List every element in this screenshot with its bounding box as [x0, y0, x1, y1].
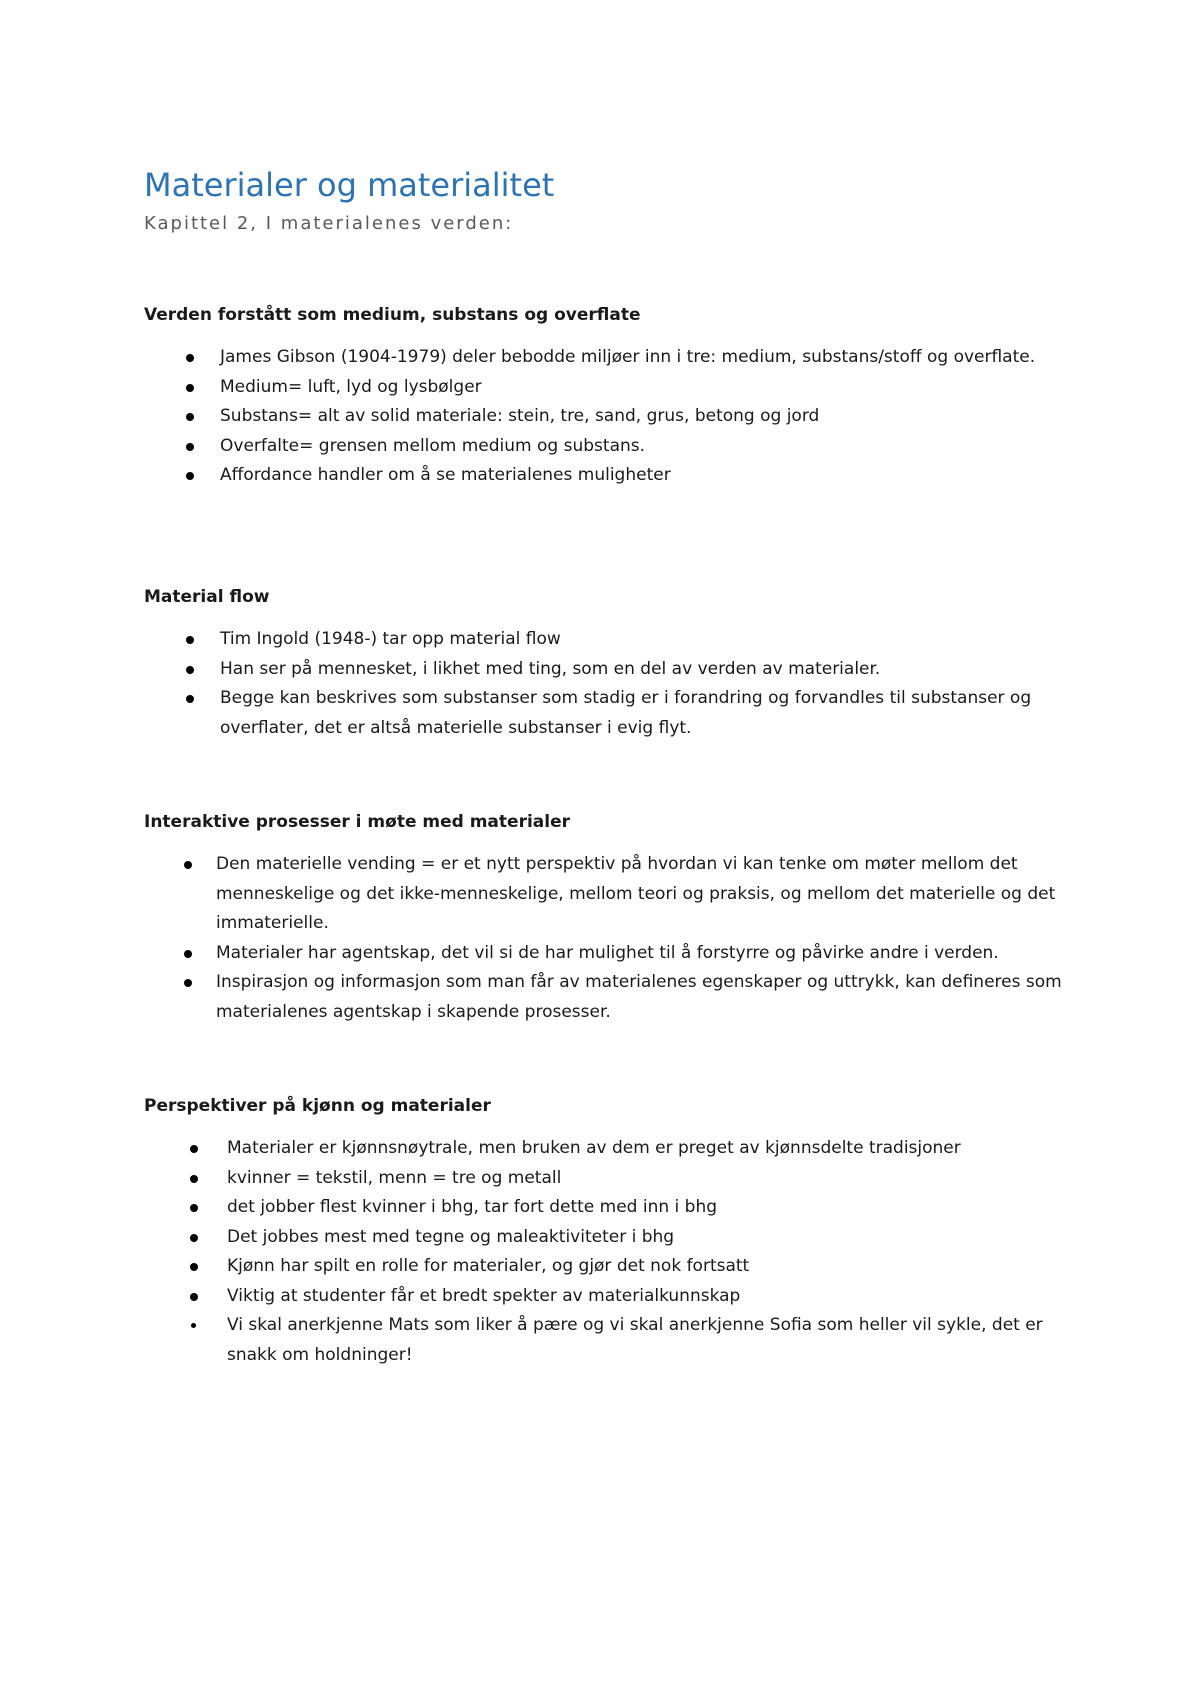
list-item: Han ser på mennesket, i likhet med ting, som en del av verden av materialer. [144, 655, 1074, 685]
bullet-list [144, 343, 1074, 491]
list-item: Vi skal anerkjenne Mats som liker å pære og vi skal anerkjenne Sofia som heller vil sykle, det er snakk om holdninger! [144, 1311, 1074, 1370]
list-item: Overfalte= grensen mellom medium og substans. [144, 432, 1074, 462]
section-heading: Interaktive prosesser i møte med materialer [144, 812, 570, 832]
list-item: Viktig at studenter får et bredt spekter av materialkunnskap [144, 1282, 1074, 1312]
list-item: Begge kan beskrives som substanser som stadig er i forandring og forvandles til substanser og overflater, det er altså materielle substanser i evig flyt. [144, 684, 1074, 743]
document-subtitle: Kapittel 2, I materialenes verden: [144, 213, 514, 234]
section-heading: Perspektiver på kjønn og materialer [144, 1096, 491, 1116]
list-item: Substans= alt av solid materiale: stein, tre, sand, grus, betong og jord [144, 402, 1074, 432]
list-item: Den materielle vending = er et nytt perspektiv på hvordan vi kan tenke om møter mellom det menneskelige og det ikke-menneskelige, mellom teori og praksis, og mellom det materielle og det immaterielle. [144, 850, 1074, 939]
list-item: Affordance handler om å se materialenes muligheter [144, 461, 1074, 491]
bullet-list [144, 625, 1074, 743]
section-heading: Verden forstått som medium, substans og overflate [144, 305, 641, 325]
list-item: Medium= luft, lyd og lysbølger [144, 373, 1074, 403]
section-kjonn-og-materialer [144, 1095, 1074, 1370]
section-medium-substans-overflate [144, 304, 1074, 491]
list-item: Materialer er kjønnsnøytrale, men bruken av dem er preget av kjønnsdelte tradisjoner [144, 1134, 1074, 1164]
list-item: Inspirasjon og informasjon som man får av materialenes egenskaper og uttrykk, kan defineres som materialenes agentskap i skapende prosesser. [144, 968, 1074, 1027]
document-title: Materialer og materialitet [144, 166, 555, 204]
section-heading: Material flow [144, 587, 270, 607]
list-item: kvinner = tekstil, menn = tre og metall [144, 1164, 1074, 1194]
list-item: Det jobbes mest med tegne og maleaktiviteter i bhg [144, 1223, 1074, 1253]
list-item: James Gibson (1904-1979) deler bebodde miljøer inn i tre: medium, substans/stoff og overflate. [144, 343, 1074, 373]
list-item: Kjønn har spilt en rolle for materialer, og gjør det nok fortsatt [144, 1252, 1074, 1282]
list-item: det jobber flest kvinner i bhg, tar fort dette med inn i bhg [144, 1193, 1074, 1223]
bullet-list [144, 1134, 1074, 1370]
section-interaktive-prosesser [144, 811, 1074, 1027]
section-material-flow [144, 586, 1074, 743]
list-item: Tim Ingold (1948-) tar opp material flow [144, 625, 1074, 655]
list-item: Materialer har agentskap, det vil si de har mulighet til å forstyrre og påvirke andre i verden. [144, 939, 1074, 969]
bullet-list [144, 850, 1074, 1027]
